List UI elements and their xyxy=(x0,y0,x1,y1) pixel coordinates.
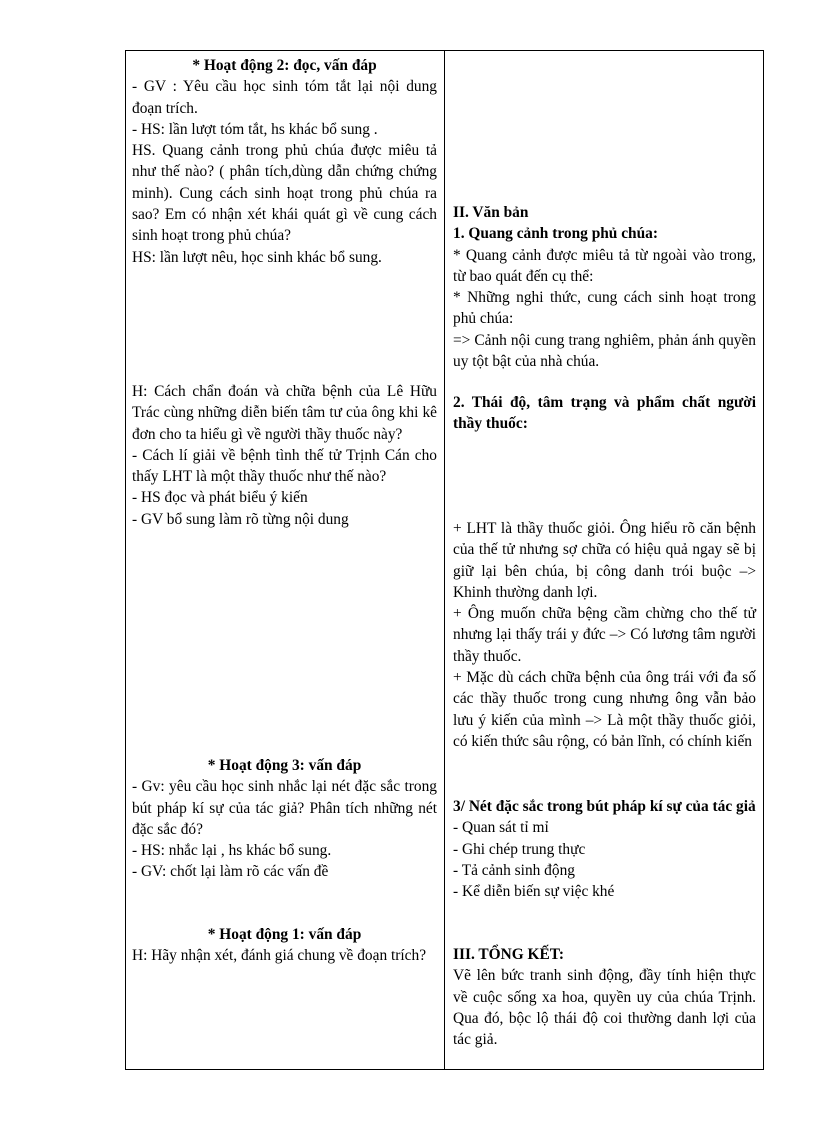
list-item: - Quan sát tỉ mỉ xyxy=(453,819,549,837)
activity-2-block xyxy=(132,55,437,268)
text-line: Vẽ lên bức tranh sinh động, đầy tính hiện thực về cuộc sống xa hoa, quyền uy của chúa Trịnh. Qua đó, bộc lộ thái độ coi thường danh lợi của tác giả. xyxy=(453,967,756,1049)
list-item: - Kể diễn biến sự việc khé xyxy=(453,883,615,901)
text-line: + LHT là thầy thuốc giỏi. Ông hiểu rõ căn bệnh của thế tử nhưng sợ chữa có hiệu quả ngay sẽ bị giữ lại bên chúa, bị công danh trói buộc –> Khinh thường danh lợi. xyxy=(453,520,756,601)
activity-1-heading: * Hoạt động 1: vấn đáp xyxy=(207,926,362,943)
text-line: * Quang cảnh được miêu tả từ ngoài vào trong, từ bao quát đến cụ thể: xyxy=(453,246,756,285)
text-line: - Gv: yêu cầu học sinh nhắc lại nét đặc sắc trong bút pháp kí sự của tác giả? Phân tích những nét đặc sắc đó? xyxy=(132,778,437,838)
text-line: - GV: chốt lại làm rõ các vấn đề xyxy=(132,863,329,881)
text-line: => Cảnh nội cung trang nghiêm, phản ánh quyền uy tột bật của nhà chúa. xyxy=(453,331,756,371)
text-line: - HS đọc và phát biểu ý kiến xyxy=(132,489,308,507)
activity-2-heading: * Hoạt động 2: đọc, vấn đáp xyxy=(192,57,377,74)
activities-column xyxy=(132,51,437,1069)
text-line: H: Cách chẩn đoán và chữa bệnh của Lê Hữu Trác cùng những diễn biến tâm tư của ông khi kê đơn cho ta hiểu gì về người thầy thuốc này? xyxy=(132,383,437,443)
section-title: II. Văn bản xyxy=(453,204,529,221)
text-line: HS. Quang cảnh trong phủ chúa được miêu tả như thế nào? ( phân tích,dùng dẫn chứng chứng minh). Cung cách sinh hoạt trong phủ chúa ra sao? Em có nhận xét khái quát gì về cung cách sinh hoạt trong phủ chúa? xyxy=(132,142,437,245)
content-column xyxy=(453,51,756,1069)
text-line: * Những nghi thức, cung cách sinh hoạt trong phủ chúa: xyxy=(453,289,756,328)
section-title: 2. Thái độ, tâm trạng và phẩm chất người thầy thuốc: xyxy=(453,394,756,433)
section-attitude-block xyxy=(453,518,756,752)
section-text-block xyxy=(453,202,756,372)
text-line: - Cách lí giải về bệnh tình thế tử Trịnh Cán cho thấy LHT là một thầy thuốc như thế nào? xyxy=(132,446,437,486)
section-subtitle: 1. Quang cảnh trong phủ chúa: xyxy=(453,225,658,243)
text-line: + Mặc dù cách chữa bệnh của ông trái với đa số các thầy thuốc trong cung nhưng ông vẫn bảo lưu ý kiến của mình –> Là một thầy thuốc giỏi, có kiến thức sâu rộng, có bản lĩnh, có chính kiến xyxy=(453,669,756,750)
text-line: - GV bổ sung làm rõ từng nội dung xyxy=(132,510,349,528)
activity-1-block xyxy=(132,924,437,967)
text-line: + Ông muốn chữa bệng cầm chừng cho thế tử nhưng lại thấy trái y đức –> Có lương tâm người thầy thuốc. xyxy=(453,605,756,665)
question-block xyxy=(132,381,437,530)
section-attitude-title-block xyxy=(453,392,756,435)
section-style-block xyxy=(453,796,756,902)
activity-3-heading: * Hoạt động 3: vấn đáp xyxy=(207,757,362,774)
text-line: - HS: nhắc lại , hs khác bổ sung. xyxy=(132,842,332,860)
list-item: - Ghi chép trung thực xyxy=(453,840,586,858)
text-line: H: Hãy nhận xét, đánh giá chung về đoạn trích? xyxy=(132,947,427,965)
text-line: - HS: lần lượt tóm tắt, hs khác bổ sung . xyxy=(132,120,378,138)
section-title: III. TỔNG KẾT: xyxy=(453,946,565,963)
lesson-table xyxy=(125,50,764,1070)
text-line: HS: lần lượt nêu, học sinh khác bổ sung. xyxy=(132,248,382,266)
column-divider xyxy=(444,51,445,1069)
list-item: - Tả cảnh sinh động xyxy=(453,861,575,879)
activity-3-block xyxy=(132,755,437,883)
section-title: 3/ Nét đặc sắc trong bút pháp kí sự của tác giả xyxy=(453,798,756,815)
section-summary-block xyxy=(453,944,756,1050)
text-line: - GV : Yêu cầu học sinh tóm tắt lại nội dung đoạn trích. xyxy=(132,78,437,117)
